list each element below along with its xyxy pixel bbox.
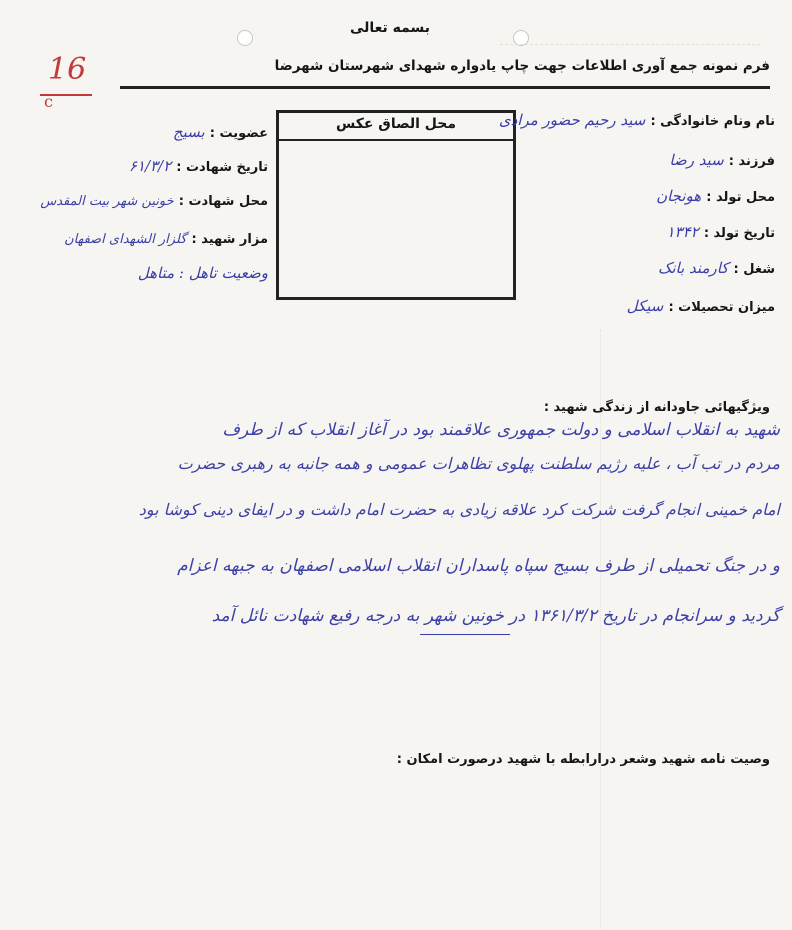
will-section-heading: وصیت نامه شهید وشعر درارابطه با شهید درصورت امکان : <box>396 752 770 767</box>
date-underline <box>420 634 510 635</box>
field-father: فرزند : سید رضا <box>669 151 775 169</box>
file-number-suffix: c <box>44 92 53 111</box>
field-birthplace: محل تولد : هونجان <box>656 187 775 205</box>
life-line-1: شهید به انقلاب اسلامی و دولت جمهوری علاقمند بود در آغاز انقلاب که از طرف <box>222 420 780 440</box>
field-occupation: شغل : کارمند بانک <box>657 259 775 277</box>
form-title: فرم نمونه جمع آوری اطلاعات جهت چاپ یادواره شهدای شهرستان شهرضا <box>274 58 770 74</box>
life-line-4: و در جنگ تحمیلی از طرف بسیج سپاه پاسداران انقلاب اسلامی اصفهان به جبهه اعزام <box>177 556 780 576</box>
title-rule <box>120 86 770 89</box>
photo-box <box>276 110 516 300</box>
field-martyrdom-place: محل شهادت : خونین شهر بیت المقدس <box>40 194 268 209</box>
field-birthdate: تاریخ تولد : ۱۳۴۲ <box>666 223 775 241</box>
punch-hole-left <box>237 30 253 46</box>
field-membership: عضویت : بسیج <box>172 123 268 141</box>
field-burial: مزار شهید : گلزار الشهدای اصفهان <box>64 232 268 247</box>
life-section-heading: ویژگیهائی جاودانه از زندگی شهید : <box>543 400 770 415</box>
show-through-text <box>500 44 760 59</box>
life-line-2: مردم در تب آب ، علیه رژیم سلطنت پهلوی تظاهرات عمومی و همه جانبه به رهبری حضرت <box>177 454 780 473</box>
life-line-5: گردید و سرانجام در تاریخ ۱۳۶۱/۳/۲ در خونین شهر به درجه رفیع شهادت نائل آمد <box>211 606 780 626</box>
field-education: میزان تحصیلات : سیکل <box>626 297 775 315</box>
invocation-text: بسمه تعالی <box>349 20 431 36</box>
file-number: 16 <box>48 52 87 87</box>
field-marital-status: وضعیت تاهل : متاهل <box>137 264 268 282</box>
field-martyrdom-date: تاریخ شهادت : ۶۱/۳/۲ <box>128 157 268 175</box>
photo-box-label: محل الصاق عکس <box>335 116 457 132</box>
field-name: نام ونام خانوادگی : سید رحیم حضور مرادی <box>498 111 775 129</box>
life-line-3: امام خمینی انجام گرفت شرکت کرد علاقه زیادی به حضرت امام داشت و در ایفای دینی کوشا بود <box>138 500 780 519</box>
